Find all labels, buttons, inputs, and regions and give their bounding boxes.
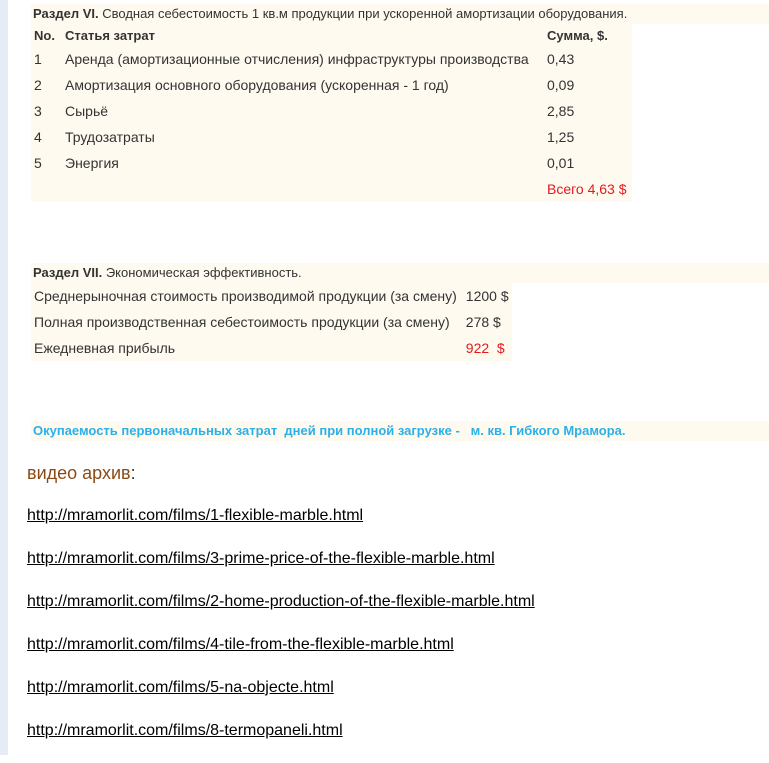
efficiency-label: Ежедневная прибыль — [34, 340, 176, 356]
video-link-1[interactable]: http://mramorlit.com/films/1-flexible-marble.html — [27, 507, 364, 524]
video-link-3[interactable]: http://mramorlit.com/films/3-prime-price-of-the-flexible-marble.html — [27, 550, 495, 567]
row-item: Аренда (амортизационные отчисления) инфраструктуры производства — [65, 51, 529, 67]
table-row — [31, 283, 512, 309]
section-7 — [31, 263, 769, 361]
row-no: 3 — [34, 103, 42, 119]
section-7-title — [31, 263, 769, 283]
section-6-title-text: Сводная себестоимость 1 кв.м продукции при ускоренной амортизации оборудования. — [98, 6, 628, 21]
video-archive-heading — [27, 462, 136, 484]
video-archive-colon: : — [130, 463, 136, 483]
header-sum: Сумма, $. — [547, 27, 608, 43]
table-row — [31, 309, 512, 335]
row-sum: 0,09 — [547, 77, 575, 93]
section-7-title-bold: Раздел VII. — [33, 265, 103, 280]
efficiency-label: Среднерыночная стоимость производимой продукции (за смену) — [34, 288, 457, 304]
row-item: Сырьё — [65, 103, 109, 119]
header-item: Статья затрат — [65, 27, 155, 43]
section-6 — [31, 4, 769, 202]
row-sum: 1,25 — [547, 129, 575, 145]
cost-table-header — [31, 24, 632, 46]
payback-text: Окупаемость первоначальных затрат дней при полной загрузке - м. кв. Гибкого Мрамора. — [31, 421, 769, 441]
table-row — [31, 98, 632, 124]
cost-table — [31, 24, 632, 202]
efficiency-value: 278 $ — [465, 314, 501, 330]
table-row — [31, 124, 632, 150]
total-value: Всего 4,63 $ — [547, 181, 627, 197]
table-row — [31, 46, 632, 72]
efficiency-label: Полная производственная себестоимость продукции (за смену) — [34, 314, 450, 330]
row-item: Энергия — [65, 155, 119, 171]
left-border-strip — [0, 0, 8, 755]
row-item: Амортизация основного оборудования (ускоренная - 1 год) — [65, 77, 449, 93]
row-sum: 2,85 — [547, 103, 575, 119]
row-no: 4 — [34, 129, 42, 145]
video-link-5[interactable]: http://mramorlit.com/films/5-na-objecte.html — [27, 679, 334, 696]
video-link-8[interactable]: http://mramorlit.com/films/8-termopaneli.html — [27, 722, 343, 739]
row-no: 1 — [34, 51, 42, 67]
video-archive-title: видео архив — [27, 463, 131, 483]
video-link-4[interactable]: http://mramorlit.com/films/4-tile-from-the-flexible-marble.html — [27, 636, 454, 653]
table-row — [31, 72, 632, 98]
efficiency-table — [31, 283, 512, 361]
section-6-title-bold: Раздел VI. — [33, 6, 99, 21]
section-6-title — [31, 4, 769, 24]
row-no: 2 — [34, 77, 42, 93]
row-item: Трудозатраты — [65, 129, 155, 145]
row-sum: 0,43 — [547, 51, 575, 67]
row-no: 5 — [34, 155, 42, 171]
table-row — [31, 335, 512, 361]
table-row — [31, 150, 632, 176]
efficiency-value: 1200 $ — [465, 288, 509, 304]
section-7-title-text: Экономическая эффективность. — [102, 265, 302, 280]
video-links — [27, 505, 535, 763]
header-no: No. — [34, 27, 55, 43]
total-row — [31, 176, 632, 202]
row-sum: 0,01 — [547, 155, 575, 171]
video-link-2[interactable]: http://mramorlit.com/films/2-home-production-of-the-flexible-marble.html — [27, 593, 535, 610]
profit-value: 922 $ — [465, 340, 505, 356]
